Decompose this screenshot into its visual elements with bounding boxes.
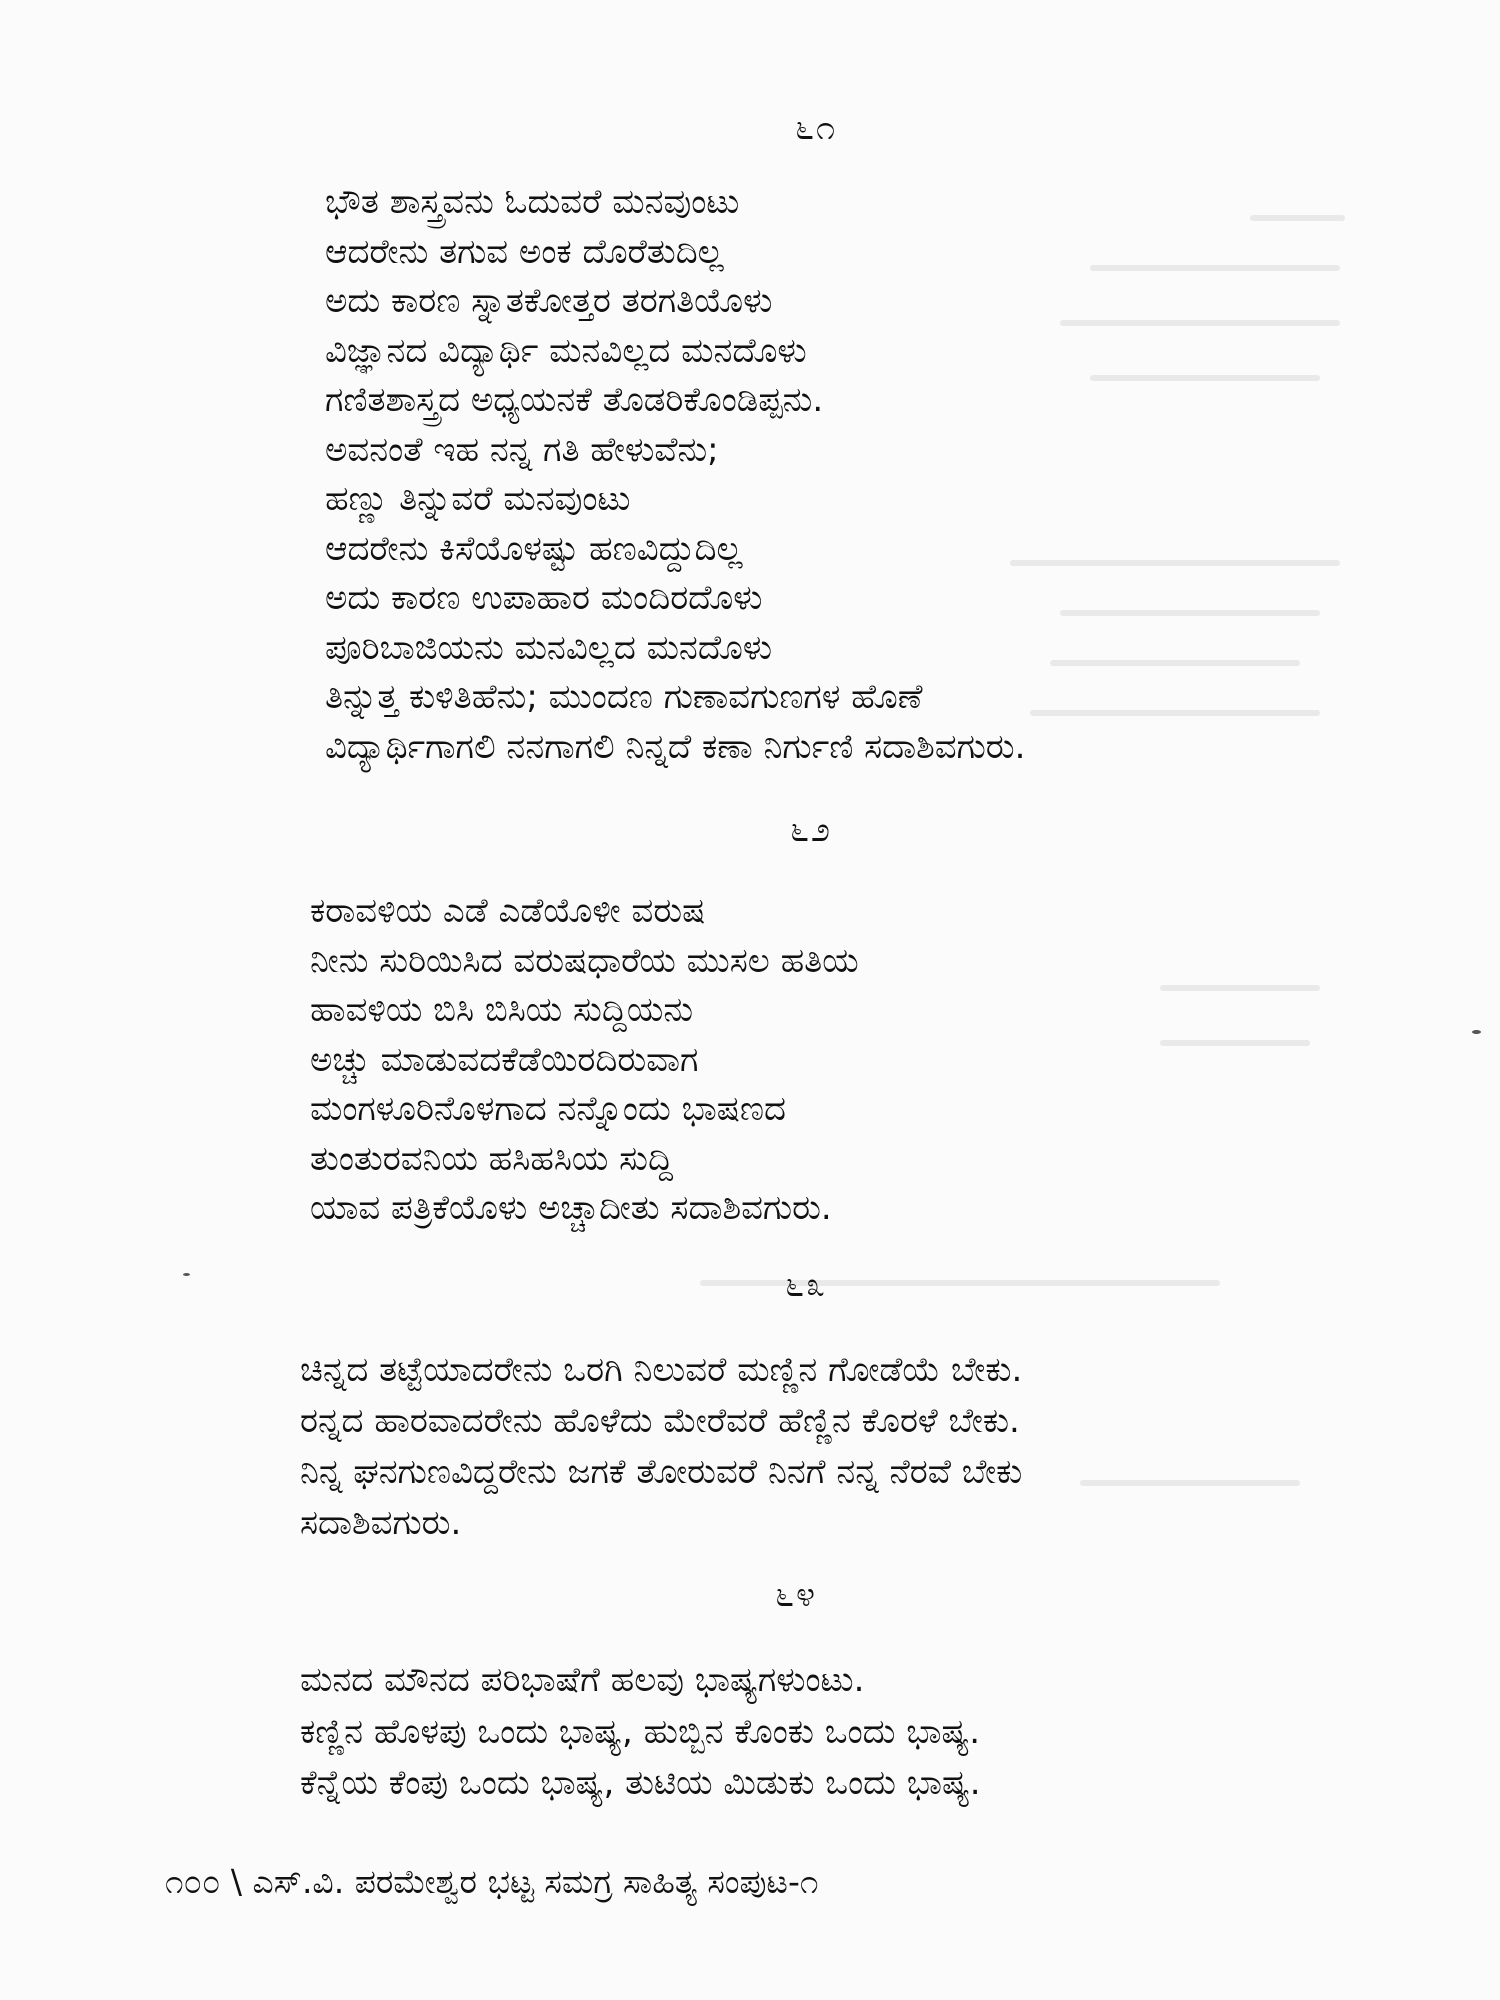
poem-number: ೬೩ xyxy=(785,1265,828,1305)
poem-line: ಕೆನ್ನೆಯ ಕೆಂಪು ಒಂದು ಭಾಷ್ಯ, ತುಟಿಯ ಮಿಡುಕು ಒಂದು ಭಾಷ್ಯ. xyxy=(300,1763,981,1803)
poem-line: ಪೂರಿಬಾಜಿಯನು ಮನವಿಲ್ಲದ ಮನದೊಳು xyxy=(325,627,773,668)
poem-line: ಯಾವ ಪತ್ರಿಕೆಯೊಳು ಅಚ್ಚಾದೀತು ಸದಾಶಿವಗುರು. xyxy=(310,1188,832,1228)
poem-line: ಹಾವಳಿಯ ಬಿಸಿ ಬಿಸಿಯ ಸುದ್ದಿಯನು xyxy=(310,990,694,1030)
show-through-mark xyxy=(1030,710,1320,716)
poem-line: ಕಣ್ಣಿನ ಹೊಳಪು ಒಂದು ಭಾಷ್ಯ, ಹುಬ್ಬಿನ ಕೊಂಕು ಒಂದು ಭಾಷ್ಯ. xyxy=(300,1711,981,1752)
poem-stanza xyxy=(300,1345,1022,1549)
poem-line: ಗಣಿತಶಾಸ್ತ್ರದ ಅಧ್ಯಯನಕೆ ತೊಡರಿಕೊಂಡಿಪ್ಪನು. xyxy=(325,380,824,420)
show-through-mark xyxy=(1250,215,1345,221)
show-through-mark xyxy=(700,1280,1220,1286)
poem-line: ಅವನಂತೆ ಇಹ ನನ್ನ ಗತಿ ಹೇಳುವೆನು; xyxy=(325,429,719,470)
show-through-mark xyxy=(1090,265,1340,271)
page-footer: ೧೦೦ \ ಎಸ್.ವಿ. ಪರಮೇಶ್ವರ ಭಟ್ಟ ಸಮಗ್ರ ಸಾಹಿತ್ಯ ಸಂಪುಟ-೧ xyxy=(165,1862,819,1901)
poem-stanza xyxy=(325,178,1025,772)
poem-line: ಸದಾಶಿವಗುರು. xyxy=(300,1503,462,1543)
scan-speck xyxy=(1472,1030,1481,1034)
poem-line: ಆದರೇನು ತಗುವ ಅಂಕ ದೊರೆತುದಿಲ್ಲ xyxy=(325,231,724,272)
show-through-mark xyxy=(1060,610,1320,616)
show-through-mark xyxy=(1050,660,1300,666)
poem-line: ಅದು ಕಾರಣ ಸ್ನಾತಕೋತ್ತರ ತರಗತಿಯೊಳು xyxy=(325,281,773,321)
poem-line: ತುಂತುರವನಿಯ ಹಸಿಹಸಿಯ ಸುದ್ದಿ xyxy=(310,1138,674,1179)
poem-line: ನಿನ್ನ ಘನಗುಣವಿದ್ದರೇನು ಜಗಕೆ ತೋರುವರೆ ನಿನಗೆ ನನ್ನ ನೆರವೆ ಬೇಕು xyxy=(300,1452,1023,1492)
poem-line: ಆದರೇನು ಕಿಸೆಯೊಳಷ್ಟು ಹಣವಿದ್ದುದಿಲ್ಲ xyxy=(325,528,743,569)
poem-line: ಹಣ್ಣು ತಿನ್ನುವರೆ ಮನವುಂಟು xyxy=(325,479,631,519)
show-through-mark xyxy=(1060,320,1340,326)
show-through-mark xyxy=(1090,375,1320,381)
poem-line: ತಿನ್ನುತ್ತ ಕುಳಿತಿಹೆನು; ಮುಂದಣ ಗುಣಾವಗುಣಗಳ ಹೊಣೆ xyxy=(325,677,923,717)
poem-line: ಅಚ್ಚು ಮಾಡುವದಕೆಡೆಯಿರದಿರುವಾಗ xyxy=(310,1039,699,1080)
poem-number: ೬೧ xyxy=(795,108,838,148)
poem-line: ರನ್ನದ ಹಾರವಾದರೇನು ಹೊಳೆದು ಮೇರೆವರೆ ಹೆಣ್ಣಿನ ಕೊರಳೆ ಬೇಕು. xyxy=(300,1401,1020,1441)
poem-line: ನೀನು ಸುರಿಯಿಸಿದ ವರುಷಧಾರೆಯ ಮುಸಲ ಹತಿಯ xyxy=(310,940,859,981)
poem-line: ಅದು ಕಾರಣ ಉಪಾಹಾರ ಮಂದಿರದೊಳು xyxy=(325,578,763,618)
poem-line: ಚಿನ್ನದ ತಟ್ಟೆಯಾದರೇನು ಒರಗಿ ನಿಲುವರೆ ಮಣ್ಣಿನ ಗೋಡೆಯೆ ಬೇಕು. xyxy=(300,1350,1023,1390)
show-through-mark xyxy=(1160,985,1320,991)
scan-speck xyxy=(183,1273,190,1276)
show-through-mark xyxy=(1160,1040,1310,1046)
show-through-mark xyxy=(1080,1480,1300,1486)
poem-line: ಮಂಗಳೂರಿನೊಳಗಾದ ನನ್ನೊಂದು ಭಾಷಣದ xyxy=(310,1089,786,1129)
poem-line: ಭೌತ ಶಾಸ್ತ್ರವನು ಓದುವರೆ ಮನವುಂಟು xyxy=(325,182,740,222)
poem-stanza xyxy=(300,1655,981,1810)
poem-number: ೬೪ xyxy=(775,1575,818,1615)
poem-line: ವಿಜ್ಞಾನದ ವಿದ್ಯಾರ್ಥಿ ಮನವಿಲ್ಲದ ಮನದೊಳು xyxy=(325,330,807,371)
show-through-mark xyxy=(1010,560,1340,566)
poem-line: ವಿದ್ಯಾರ್ಥಿಗಾಗಲಿ ನನಗಾಗಲಿ ನಿನ್ನದೆ ಕಣಾ ನಿರ್ಗುಣಿ ಸದಾಶಿವಗುರು. xyxy=(325,726,1026,767)
poem-number: ೬೨ xyxy=(790,810,833,850)
poem-stanza xyxy=(310,887,859,1234)
poem-line: ಮನದ ಮೌನದ ಪರಿಭಾಷೆಗೆ ಹಲವು ಭಾಷ್ಯಗಳುಂಟು. xyxy=(300,1660,865,1700)
poem-line: ಕರಾವಳಿಯ ಎಡೆ ಎಡೆಯೊಳೀ ವರುಷ xyxy=(310,891,706,931)
